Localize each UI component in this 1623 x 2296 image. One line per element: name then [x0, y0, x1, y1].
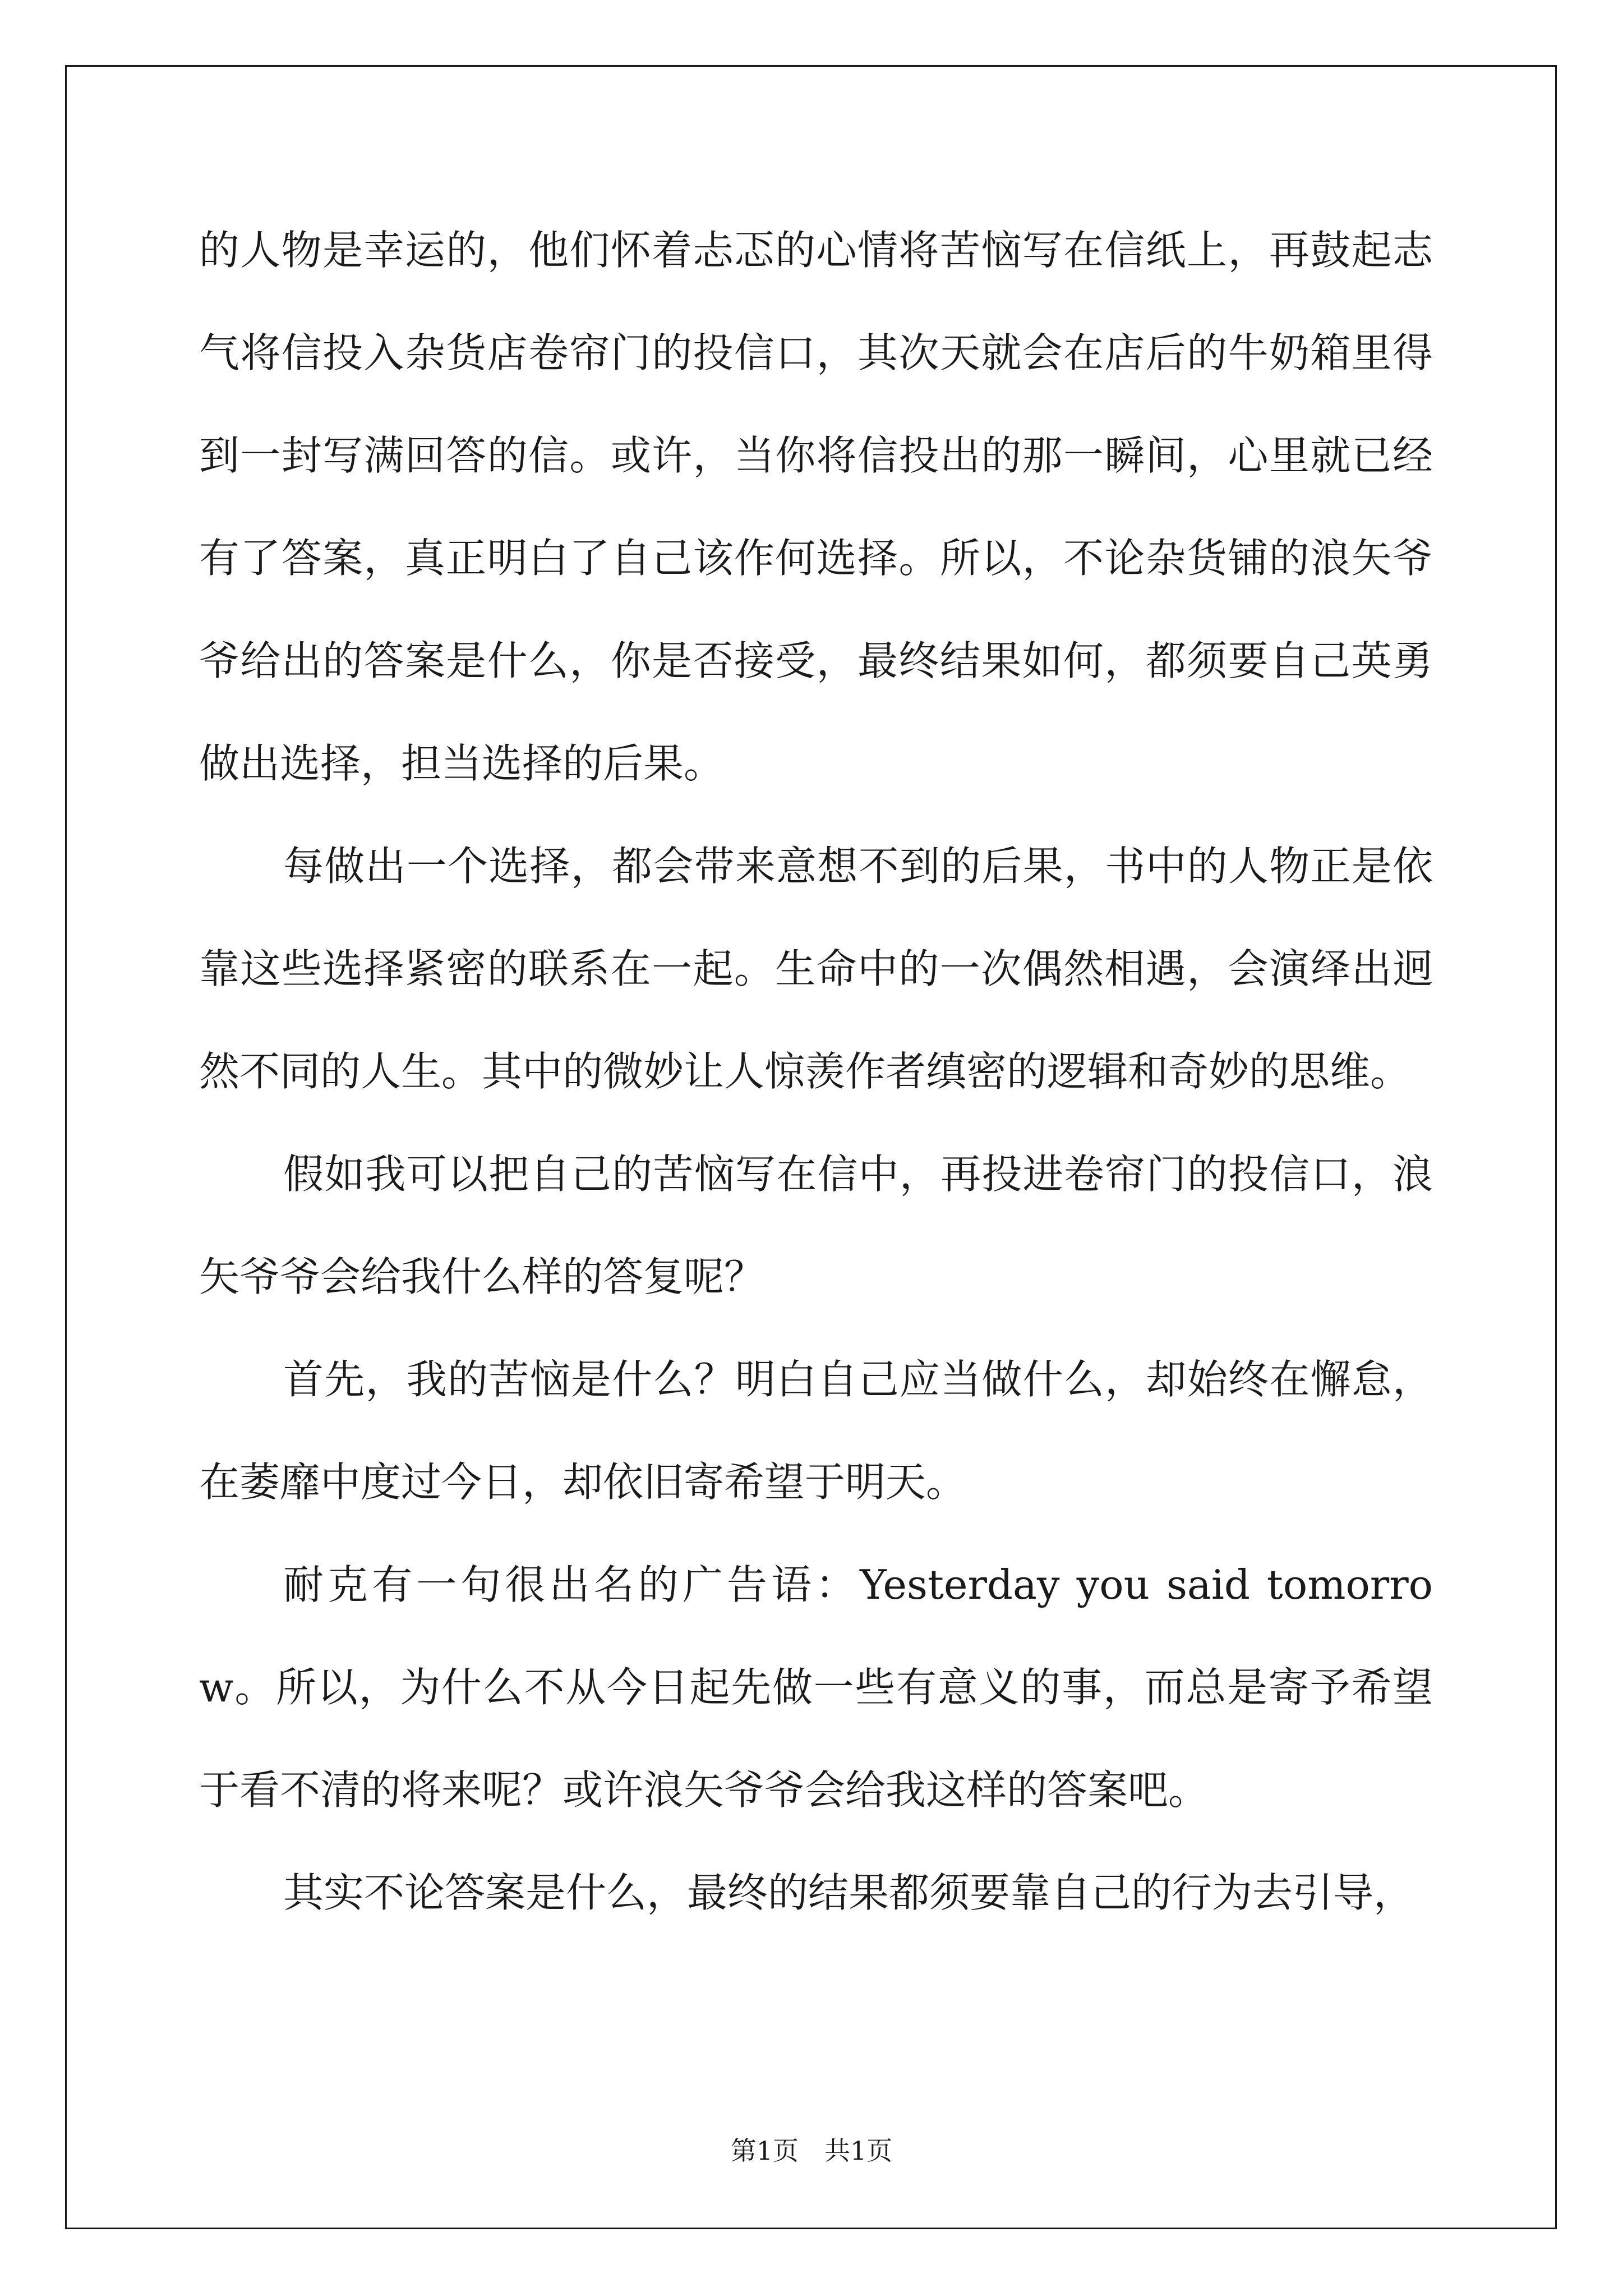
paragraph-3: 假如我可以把自己的苦恼写在信中，再投进卷帘门的投信口，浪矢爷爷会给我什么样的答复呢？ [199, 1151, 1433, 1300]
paragraph-4: 首先，我的苦恼是什么？明白自己应当做什么，却始终在懈怠，在萎靡中度过今日，却依旧寄希望于明天。 [199, 1356, 1433, 1506]
paragraph-5: 耐克有一句很出名的广告语：Yesterday you said tomorrow。所以，为什么不从今日起先做一些有意义的事，而总是寄予希望于看不清的将来呢？或许浪矢爷爷会给我这样的答案吧。 [199, 1561, 1433, 1814]
paragraph-2: 每做出一个选择，都会带来意想不到的后果，书中的人物正是依靠这些选择紧密的联系在一起。生命中的一次偶然相遇，会演绎出迥然不同的人生。其中的微妙让人惊羡作者缜密的逻辑和奇妙的思维。 [199, 843, 1433, 1095]
paragraph-6: 其实不论答案是什么，最终的结果都须要靠自己的行为去引导， [283, 1869, 1414, 1916]
paragraph-1: 的人物是幸运的，他们怀着忐忑的心情将苦恼写在信纸上，再鼓起志气将信投入杂货店卷帘门的投信口，其次天就会在店后的牛奶箱里得到一封写满回答的信。或许，当你将信投出的那一瞬间，心里就已经有了答案，真正明白了自己该作何选择。所以，不论杂货铺的浪矢爷爷给出的答案是什么，你是否接受，最终结果如何，都须要自己英勇做出选择，担当选择的后果。 [199, 227, 1433, 787]
document-body [199, 199, 1433, 1944]
page-number-footer: 第1页 共1页 [730, 2136, 893, 2166]
